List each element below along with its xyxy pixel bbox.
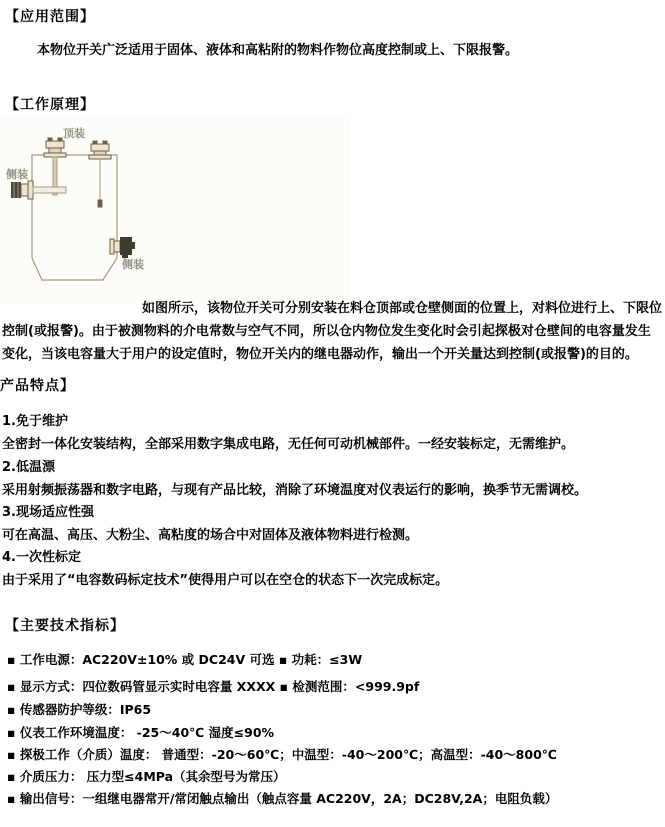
feature-title-2: 2.低温漂: [2, 460, 55, 475]
tank-outline: [32, 155, 117, 280]
feature-text-3: 可在高温、高压、大粉尘、高粘度的场合中对固体及液体物料进行检测。: [2, 528, 419, 543]
application-range-text: 本物位开关广泛适用于固体、液体和高粘附的物料作物位高度控制或上、下限报警。: [37, 43, 519, 58]
top-mount-rod-sensor-icon: [44, 138, 66, 195]
section-heading-technical-specs: 【主要技术指标】: [5, 618, 125, 634]
principle-paragraph-line-1: 如图所示，该物位开关可分别安装在料仓顶部或仓壁侧面的位置上，对料位进行上、下限位: [142, 301, 663, 316]
label-top-mount: 顶装: [63, 127, 85, 140]
spec-probe-temperature: ▪ 探极工作（介质）温度： 普通型：-20～60℃；中温型：-40～200℃；高温型：-40～800℃: [7, 747, 557, 762]
feature-title-1: 1.免于维护: [2, 414, 68, 429]
top-mount-cable-sensor-icon: [89, 141, 111, 207]
section-heading-working-principle: 【工作原理】: [5, 97, 95, 113]
side-mount-sensor-right-icon: [110, 237, 135, 258]
section-heading-product-features: 产品特点】: [0, 378, 75, 394]
section-heading-application-range: 【应用范围】: [5, 9, 95, 25]
feature-text-4: 由于采用了“电容数码标定技术”使得用户可以在空仓的状态下一次完成标定。: [2, 573, 449, 588]
side-mount-sensor-left-icon: [11, 181, 66, 199]
feature-title-3: 3.现场适应性强: [2, 505, 94, 520]
spec-protection-rating: ▪ 传感器防护等级：IP65: [7, 702, 152, 717]
feature-text-2: 采用射频振荡器和数字电路，与现有产品比较，消除了环境温度对仪表运行的影响，换季节无需调校。: [2, 483, 588, 498]
spec-operating-temperature: ▪ 仪表工作环境温度： -25～40℃ 湿度≤90%: [7, 725, 275, 740]
principle-paragraph-line-2: 控制(或报警)。由于被测物料的介电常数与空气不同，所以仓内物位发生变化时会引起探极对仓壁间的电容量发生: [2, 324, 651, 339]
silo-mounting-diagram: [0, 118, 350, 303]
spec-medium-pressure: ▪ 介质压力： 压力型≤4MPa（其余型号为常压）: [7, 769, 286, 784]
feature-title-4: 4.一次性标定: [2, 550, 81, 565]
feature-text-1: 全密封一体化安装结构，全部采用数字集成电路，无任何可动机械部件。一经安装标定，无需维护。: [2, 437, 575, 452]
spec-output-signal: ▪ 输出信号：一组继电器常开/常闭触点输出（触点容量 AC220V，2A；DC28V,2A；电阻负载）: [7, 791, 558, 806]
principle-paragraph-line-3: 变化，当该电容量大于用户的设定值时，物位开关内的继电器动作，输出一个开关量达到控制(或报警)的目的。: [2, 347, 638, 362]
silo-diagram-drawing: [0, 118, 350, 303]
spec-display-mode: ▪ 显示方式：四位数码管显示实时电容量 XXXX ▪ 检测范围：<999.9pf: [7, 679, 420, 694]
label-side-mount-right: 侧装: [122, 258, 144, 271]
spec-power-supply: ▪ 工作电源：AC220V±10% 或 DC24V 可选 ▪ 功耗：≤3W: [7, 652, 363, 667]
label-side-mount-left: 侧装: [6, 168, 28, 181]
